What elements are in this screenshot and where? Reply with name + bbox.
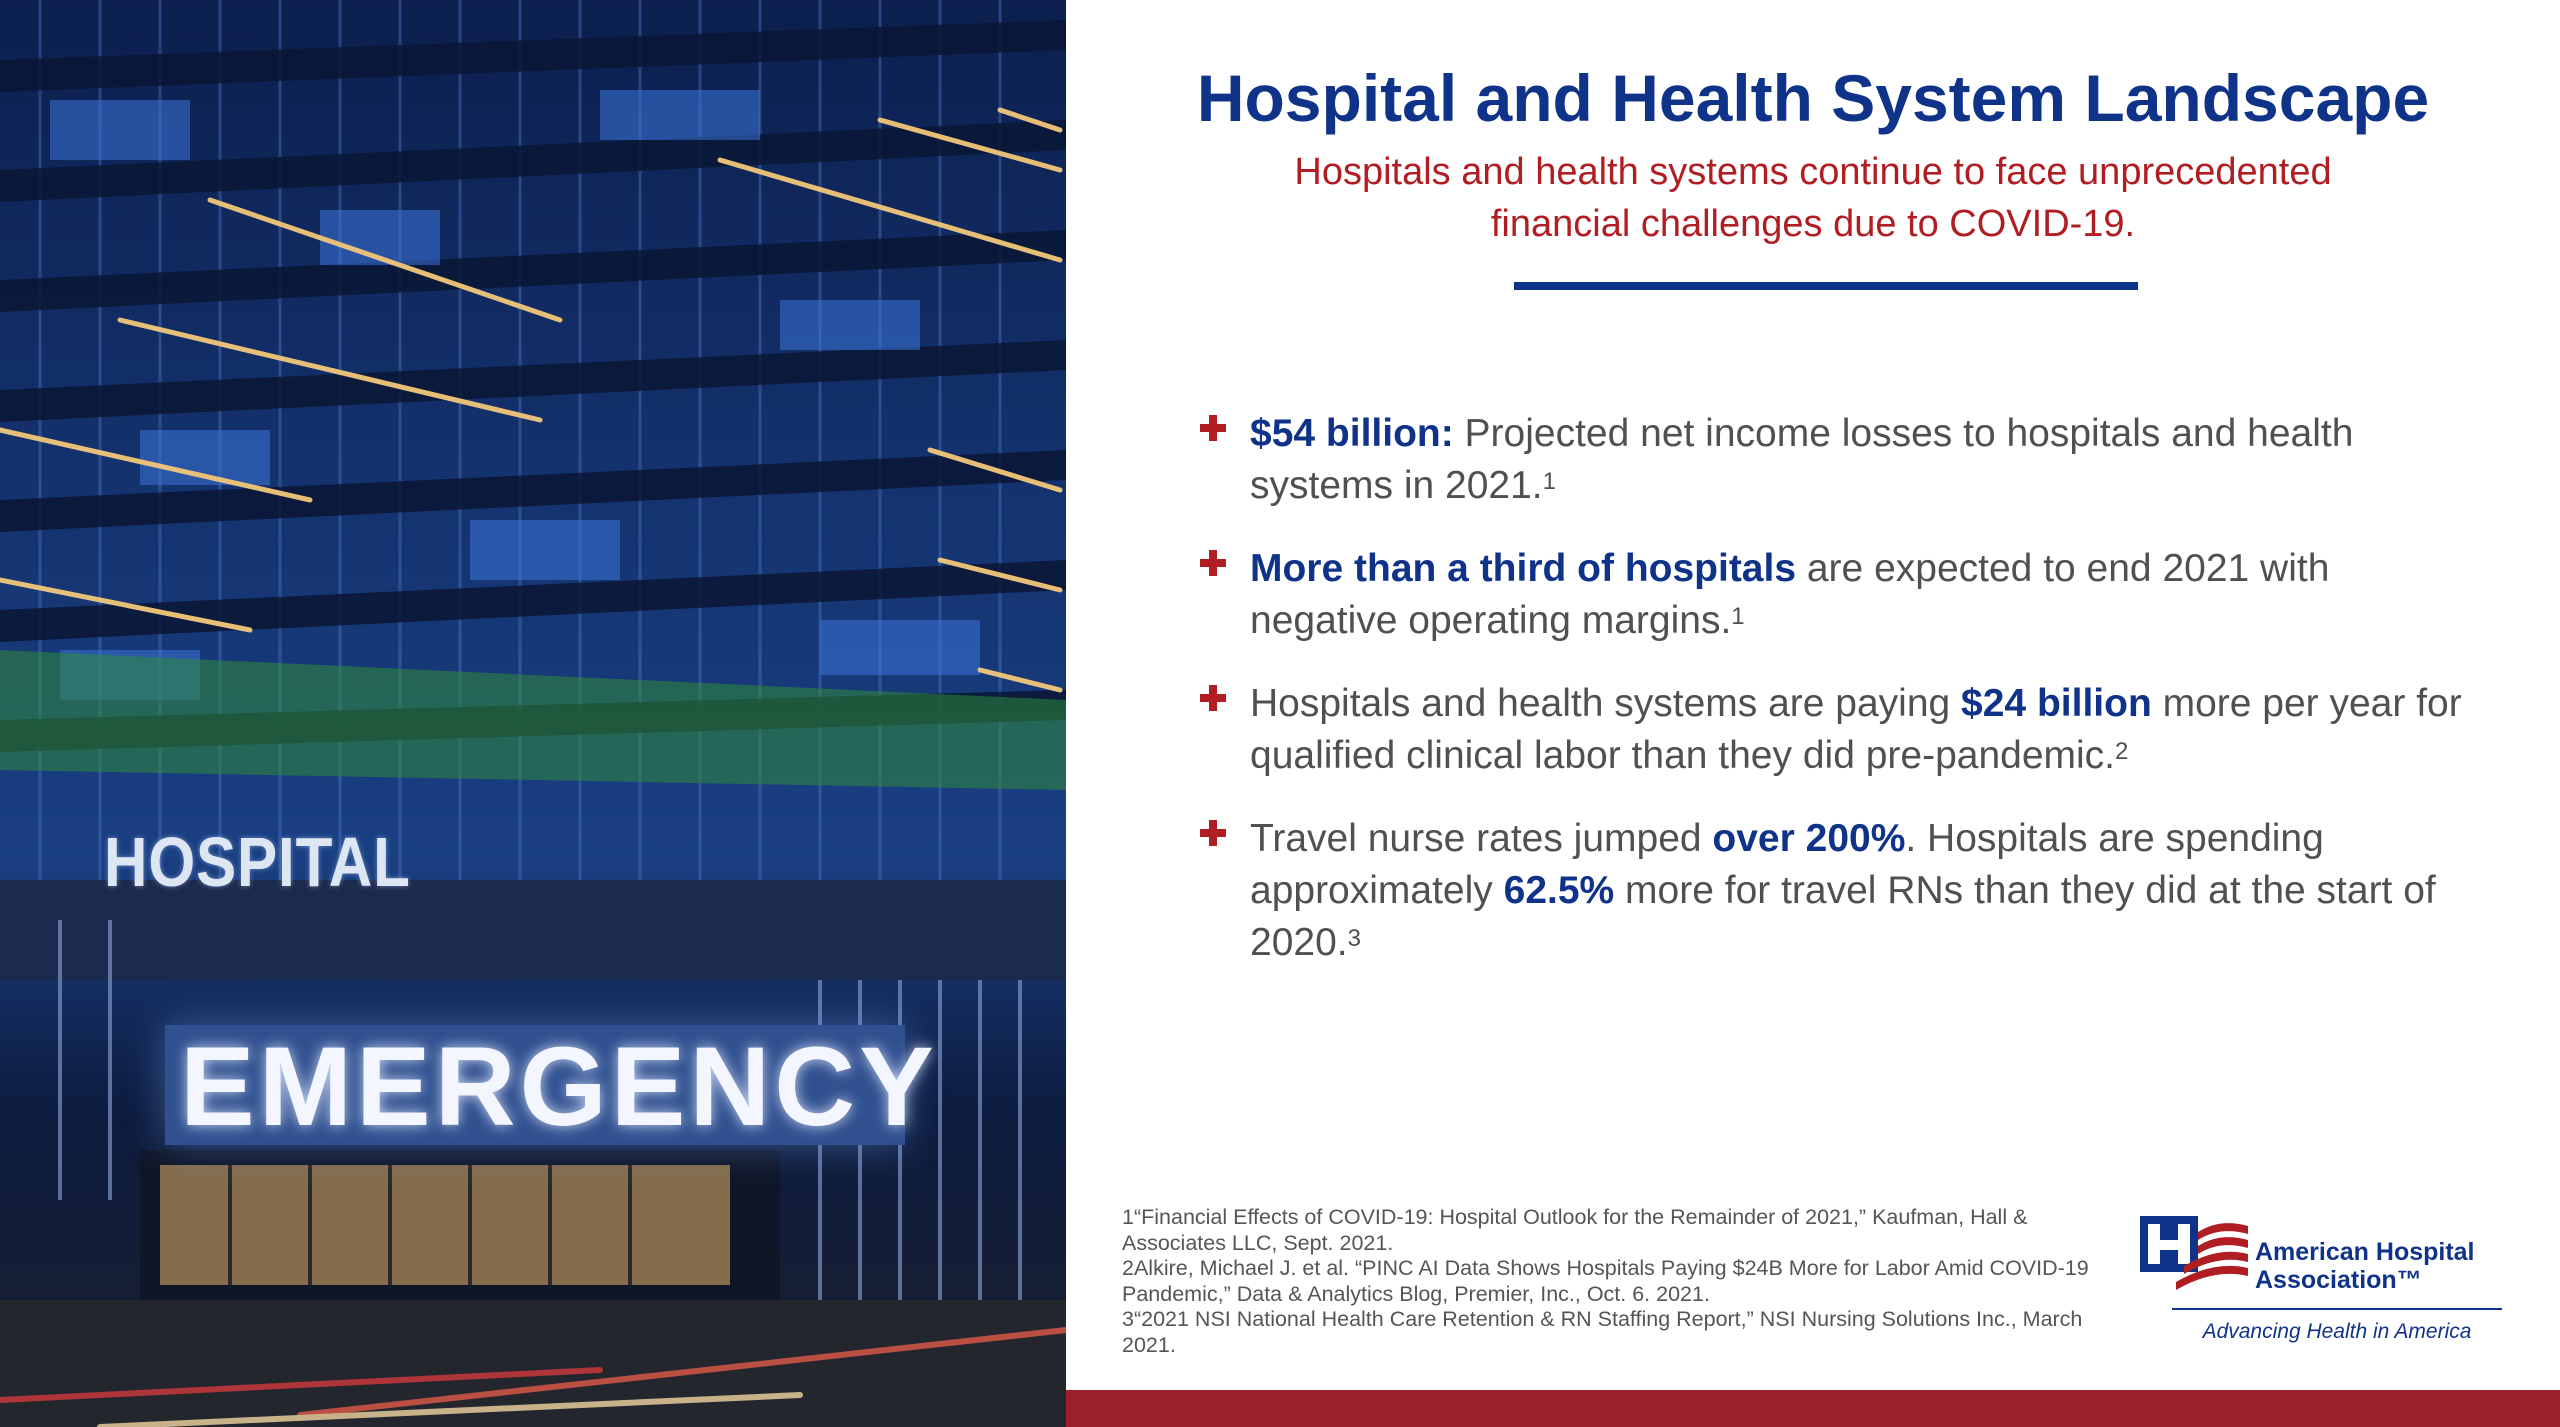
list-item bbox=[1200, 678, 2480, 782]
logo-divider bbox=[2172, 1308, 2502, 1310]
bullet-highlight: More than a third of hospitals bbox=[1250, 547, 1797, 590]
bullet-text: more per year for qualified clinical labor than they did pre-pandemic. bbox=[1250, 682, 2462, 777]
plus-icon bbox=[1200, 820, 1226, 846]
subtitle-line-1: Hospitals and health systems continue to face unprecedented bbox=[1294, 151, 2332, 193]
aha-tagline: Advancing Health in America bbox=[2202, 1320, 2472, 1343]
bullet-highlight-2: 62.5% bbox=[1503, 869, 1615, 912]
list-item bbox=[1200, 813, 2480, 969]
page-title: Hospital and Health System Landscape bbox=[1196, 61, 2430, 135]
bullet-text-pre: Travel nurse rates jumped bbox=[1250, 817, 1713, 860]
subtitle-line-2: financial challenges due to COVID-19. bbox=[1490, 203, 2136, 245]
bullet-text: are expected to end 2021 with negative operating margins. bbox=[1250, 547, 2330, 642]
hospital-building-photo bbox=[0, 0, 1066, 1427]
aha-name bbox=[2255, 1238, 2515, 1294]
hospital-sign: HOSPITAL bbox=[104, 823, 411, 901]
footnote-ref: 2 bbox=[2115, 738, 2129, 765]
title-divider bbox=[1514, 282, 2138, 290]
bullet-highlight: over 200% bbox=[1712, 817, 1906, 860]
aha-logo bbox=[2140, 1212, 2500, 1352]
aha-name-line-2: Association™ bbox=[2255, 1266, 2422, 1294]
plus-icon bbox=[1200, 550, 1226, 576]
bullet-text: more for travel RNs than they did at the start of 2020. bbox=[1250, 869, 2436, 964]
emergency-sign: EMERGENCY bbox=[180, 1024, 938, 1149]
bullet-highlight: $24 billion bbox=[1961, 682, 2152, 725]
plus-icon bbox=[1200, 685, 1226, 711]
footnotes bbox=[1122, 1205, 2102, 1358]
footnote-ref: 1 bbox=[1542, 468, 1556, 495]
list-item bbox=[1200, 543, 2480, 647]
bottom-accent-bar bbox=[1066, 1390, 2560, 1427]
bullet-text-mid: . Hospitals are spending approximately bbox=[1250, 817, 2324, 912]
aha-flag-h-icon bbox=[2140, 1212, 2250, 1302]
footnote-ref: 3 bbox=[1347, 925, 1361, 952]
footnote-ref: 1 bbox=[1731, 603, 1745, 630]
footnote-2: 2Alkire, Michael J. et al. “PINC AI Data Shows Hospitals Paying $24B More for Labor Amid COVID-19 Pandemic,” Data & Analytics Blog, Premier, Inc., Oct. 6. 2021. bbox=[1122, 1256, 2089, 1306]
building-illustration bbox=[0, 0, 1066, 1427]
bullet-highlight: $54 billion: bbox=[1250, 412, 1454, 455]
plus-icon bbox=[1200, 415, 1226, 441]
bullet-text-pre: Hospitals and health systems are paying bbox=[1250, 682, 1962, 725]
page-subtitle bbox=[1066, 146, 2560, 250]
bullet-text: Projected net income losses to hospitals and health systems in 2021. bbox=[1250, 412, 2354, 507]
list-item bbox=[1200, 408, 2480, 512]
key-facts-list bbox=[1200, 408, 2480, 1000]
footnote-1: 1“Financial Effects of COVID-19: Hospital Outlook for the Remainder of 2021,” Kaufman, Hall & Associates LLC, Sept. 2021. bbox=[1122, 1205, 2028, 1255]
aha-name-line-1: American Hospital bbox=[2255, 1238, 2475, 1266]
footnote-3: 3“2021 NSI National Health Care Retention & RN Staffing Report,” NSI Nursing Solutions Inc., March 2021. bbox=[1122, 1307, 2083, 1357]
